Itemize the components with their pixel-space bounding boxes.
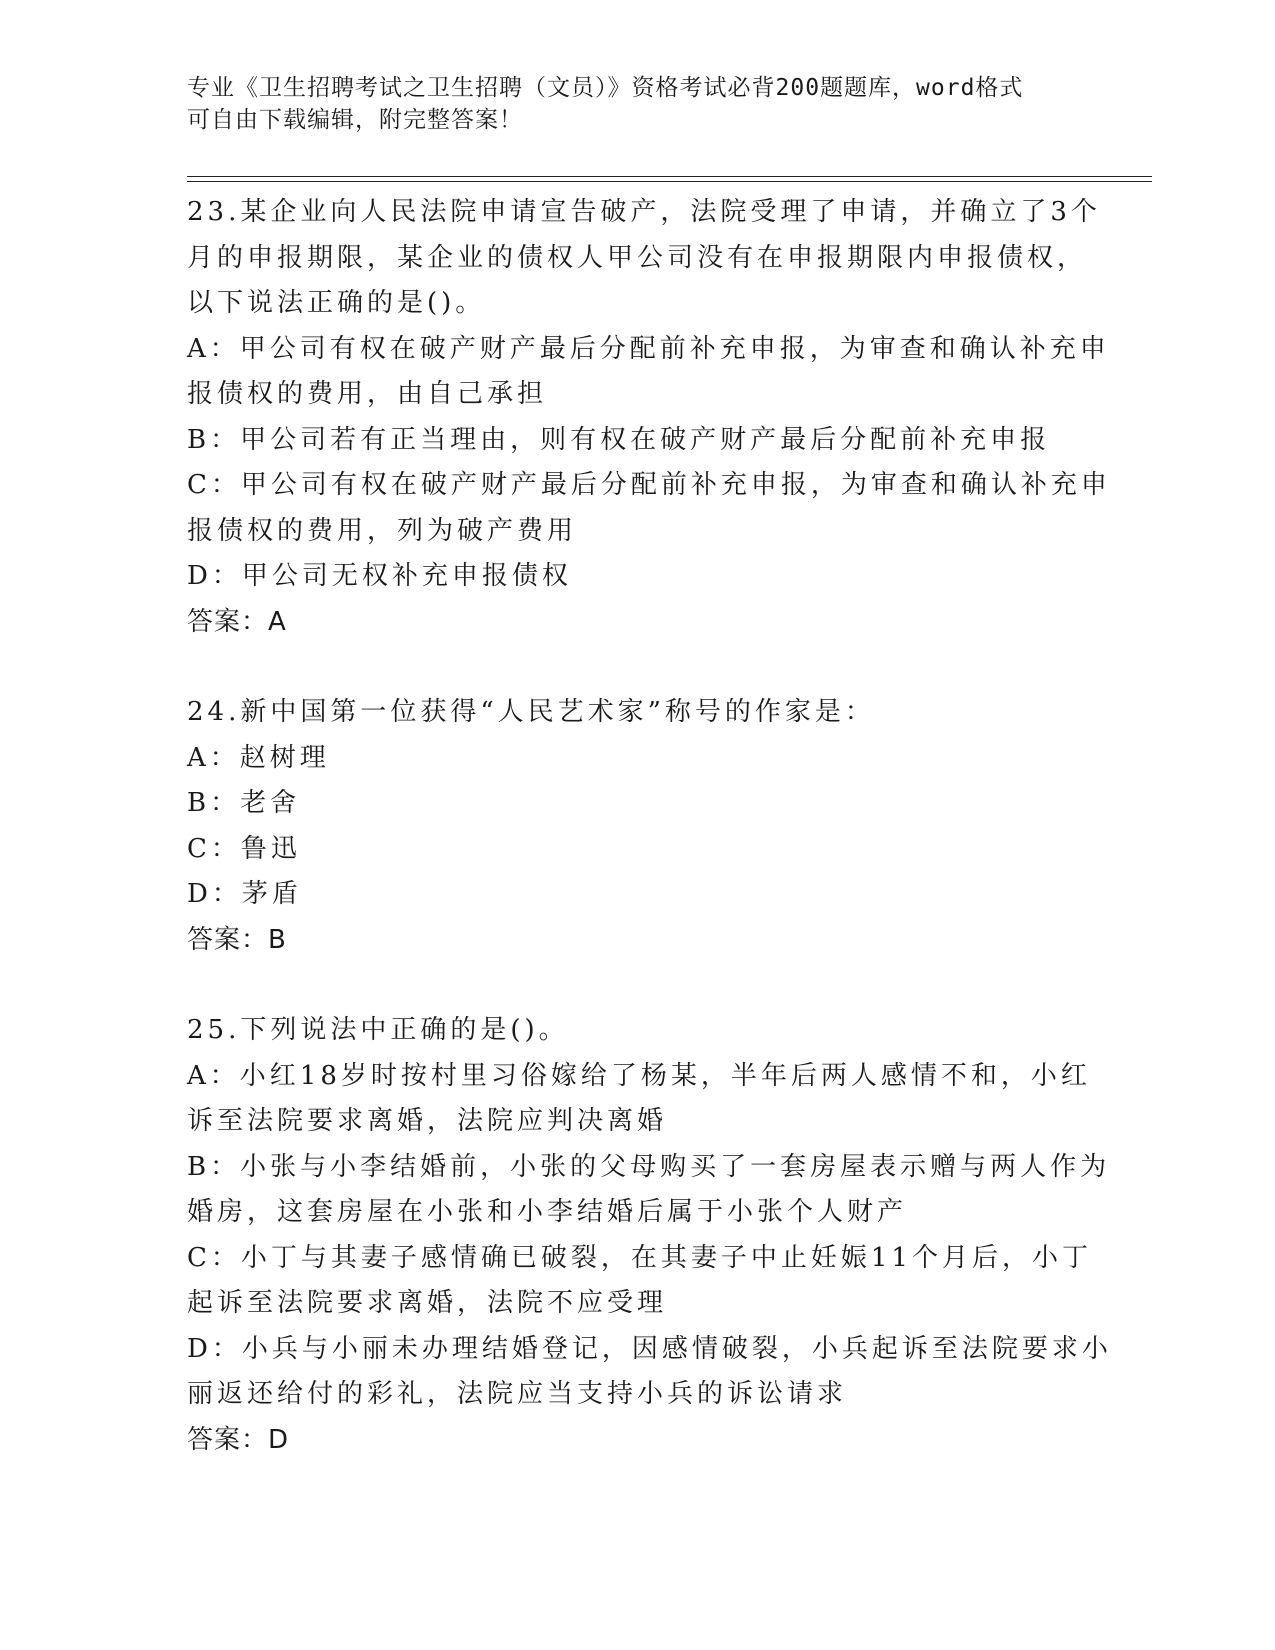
option-c-line: C：甲公司有权在破产财产最后分配前补充申报，为审查和确认补充申 [187,470,1111,500]
option-d-line: 丽返还给付的彩礼，法院应当支持小兵的诉讼请求 [187,1379,848,1409]
question-25 [187,1008,1112,1463]
option-b-line: 婚房，这套房屋在小张和小李结婚后属于小张个人财产 [187,1197,908,1227]
question-list [187,190,1112,1508]
option-d-line: D：小兵与小丽未办理结婚登记，因感情破裂，小兵起诉至法院要求小 [187,1333,1112,1364]
question-stem-line: 24.新中国第一位获得“人民艺术家”称号的作家是： [187,697,875,727]
option-a-line: A：甲公司有权在破产财产最后分配前补充申报，为审查和确认补充申 [187,333,1110,364]
answer-line: 答案：D [187,1424,290,1455]
question-stem-line: 以下说法正确的是()。 [187,288,486,318]
option-a-line: 诉至法院要求离婚，法院应判决离婚 [187,1106,668,1136]
option-d-line: D：甲公司无权补充申报债权 [187,561,572,591]
header-line-2: 可自由下载编辑，附完整答案！ [187,107,523,133]
answer-line: 答案：A [187,606,287,637]
option-a-line: A：赵树理 [187,742,330,773]
question-stem-line: 月的申报期限，某企业的债权人甲公司没有在申报期限内申报债权， [187,242,1088,273]
option-d-line: D：茅盾 [187,879,302,909]
question-stem-line: 25.下列说法中正确的是()。 [187,1015,569,1045]
document-header [187,72,1087,136]
option-b-line: B：小张与小李结婚前，小张的父母购买了一套房屋表示赠与两人作为 [187,1151,1111,1182]
header-divider [187,176,1152,182]
option-b-line: B：甲公司若有正当理由，则有权在破产财产最后分配前补充申报 [187,424,1051,455]
option-a-line: A：小红18岁时按村里习俗嫁给了杨某，半年后两人感情不和，小红 [187,1060,1091,1091]
option-c-line: C：鲁迅 [187,833,301,864]
question-stem-line: 23.某企业向人民法院申请宣告破产，法院受理了申请，并确立了3个 [187,197,1101,227]
question-24 [187,690,1077,963]
header-line-1: 专业《卫生招聘考试之卫生招聘（文员）》资格考试必背200题题库，word格式 [187,75,1024,101]
option-c-line: C：小丁与其妻子感情确已破裂，在其妻子中止妊娠11个月后，小丁 [187,1242,1092,1273]
option-a-line: 报债权的费用，由自己承担 [187,379,548,409]
option-c-line: 起诉至法院要求离婚，法院不应受理 [187,1288,668,1318]
answer-line: 答案：B [187,924,287,955]
question-23 [187,190,1111,645]
option-c-line: 报债权的费用，列为破产费用 [187,515,578,546]
option-b-line: B：老舍 [187,788,301,818]
